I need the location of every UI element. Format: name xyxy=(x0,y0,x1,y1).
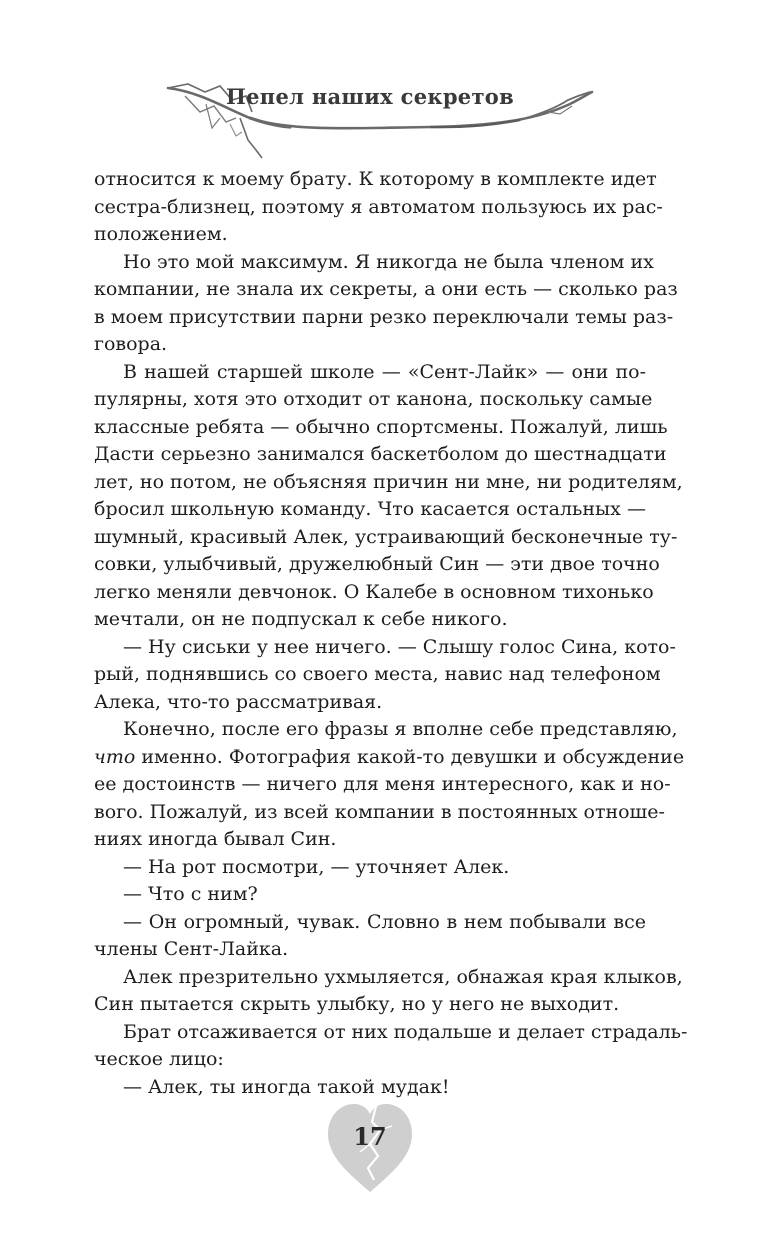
paragraph-first-line: — Что с ним? xyxy=(123,883,258,905)
text-line: Син пытается скрыть улыбку, но у него не выходит. xyxy=(94,993,620,1015)
paragraph-first-line: — На рот посмотри, — уточняет Алек. xyxy=(123,855,510,878)
paragraph-first-line: — Ну сиськи у нее ничего. — Слышу голос Сина, кото- xyxy=(123,635,676,658)
text-line: в моем присутствии парни резко переключали темы раз- xyxy=(94,305,674,328)
paragraph-first-line: В нашей старшей школе — «Сент-Лайк» — они по- xyxy=(123,360,646,383)
paragraph-first-line: — Он огромный, чувак. Словно в нем побывали все xyxy=(123,910,646,933)
text-line: ческое лицо: xyxy=(94,1048,224,1070)
text-line: легко меняли девчонок. О Калебе в основном тихонько xyxy=(94,580,654,603)
page-number: 17 xyxy=(353,1122,387,1151)
text-line: члены Сент-Лайка. xyxy=(94,938,289,960)
text-line: сестра-близнец, поэтому я автоматом пользуюсь их рас- xyxy=(94,195,663,218)
text-line: вого. Пожалуй, из всей компании в постоянных отноше- xyxy=(94,800,665,823)
text-line: мечтали, он не подпускал к себе никого. xyxy=(94,608,508,630)
text-line: ниях иногда бывал Син. xyxy=(94,828,337,850)
text-line: относится к моему брату. К которому в комплекте идет xyxy=(94,168,657,190)
text-line: положением. xyxy=(94,223,228,245)
text-line: рый, поднявшись со своего места, навис над телефоном xyxy=(94,663,661,685)
running-header xyxy=(0,0,768,170)
text-line: бросил школьную команду. Что касается остальных — xyxy=(94,498,646,520)
text-line: ее достоинств — ничего для меня интересного, как и но- xyxy=(94,773,671,795)
text-line: Алека, что-то рассматривая. xyxy=(94,690,383,713)
text-line: говора. xyxy=(94,333,168,355)
text-line: совки, улыбчивый, дружелюбный Син — эти двое точно xyxy=(94,553,660,575)
text-line: компании, не знала их секреты, а они есть — сколько раз xyxy=(94,278,678,300)
paragraph-first-line: Алек презрительно ухмыляется, обнажая края клыков, xyxy=(123,965,683,988)
paragraph-first-line: — Алек, ты иногда такой мудак! xyxy=(123,1075,450,1098)
page-number-badge xyxy=(322,1096,418,1196)
emphasized-word: что xyxy=(94,745,136,768)
text-line: лет, но потом, не объясняя причин ни мне, ни родителям, xyxy=(94,470,683,493)
text-line: пулярны, хотя это отходит от канона, поскольку самые xyxy=(94,388,653,410)
text-line: что именно. Фотография какой-то девушки и обсуждение xyxy=(94,745,685,768)
paragraph-first-line: Но это мой максимум. Я никогда не была членом их xyxy=(123,250,654,273)
paragraph-first-line: Брат отсаживается от них подальше и делает страдаль- xyxy=(123,1020,688,1043)
running-title: Пепел наших секретов xyxy=(226,84,514,109)
body-text xyxy=(94,166,688,1101)
paragraph-first-line: Конечно, после его фразы я вполне себе представляю, xyxy=(123,718,678,740)
text-line: шумный, красивый Алек, устраивающий бесконечные ту- xyxy=(94,525,678,548)
text-line: классные ребята — обычно спортсмены. Пожалуй, лишь xyxy=(94,415,668,438)
text-line: Дасти серьезно занимался баскетболом до шестнадцати xyxy=(94,443,667,465)
